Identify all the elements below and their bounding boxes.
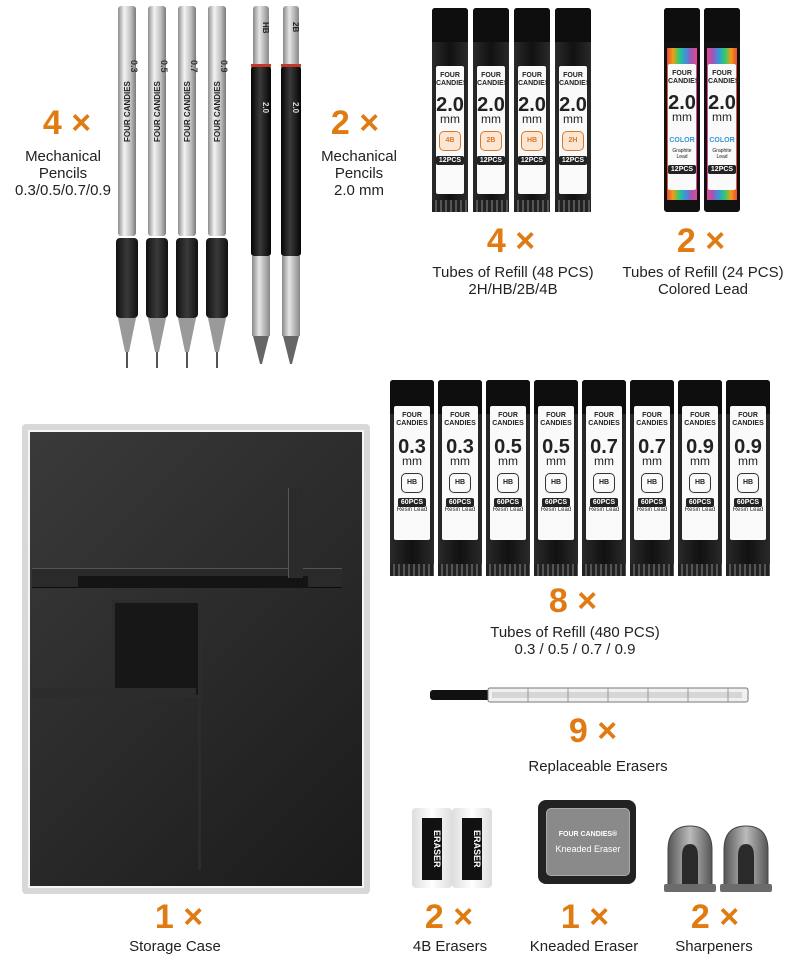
tube-size: 2.0 bbox=[559, 94, 587, 116]
tube-unit: mm bbox=[594, 454, 614, 468]
refill48-count: 4 × bbox=[486, 222, 536, 260]
tube-unit: mm bbox=[690, 454, 710, 468]
refill480-count: 8 × bbox=[548, 582, 598, 620]
tube-brand: FOUR bbox=[522, 72, 542, 79]
tube-grade-badge: 2B bbox=[480, 131, 502, 151]
tube-brand2: CANDIES bbox=[477, 80, 509, 87]
tube-unit: mm bbox=[672, 110, 692, 124]
tube-pcs: 60PCS bbox=[446, 498, 474, 507]
fine-tube-8 bbox=[726, 380, 770, 576]
tube-size: 2.0 bbox=[477, 94, 505, 116]
eraser-text: ERASER bbox=[472, 830, 482, 868]
tube-pcs: 60PCS bbox=[734, 498, 762, 507]
tube-brand2: CANDIES bbox=[668, 78, 700, 85]
mech-2mm-count: 2 × bbox=[330, 104, 380, 142]
fine-tube-4 bbox=[534, 380, 578, 576]
sharpeners-label: Sharpeners bbox=[675, 938, 753, 955]
pencil-brand-2: FOUR CANDIES bbox=[183, 81, 192, 142]
eraser-text: ERASER bbox=[432, 830, 442, 868]
case-small-slot bbox=[112, 600, 202, 698]
case-count: 1 × bbox=[154, 898, 204, 936]
refill24-count: 2 × bbox=[676, 222, 726, 260]
tube-size: 2.0 bbox=[518, 94, 546, 116]
tube-pcs: 60PCS bbox=[494, 498, 522, 507]
tube-lead-type: Resin Lead bbox=[588, 507, 620, 513]
tube-grade-badge: HB bbox=[545, 473, 567, 493]
tube-unit: mm bbox=[402, 454, 422, 468]
tube-brand2: CANDIES bbox=[518, 80, 550, 87]
silver-pencils-illustration bbox=[112, 2, 242, 372]
tube-lead-type: Graphite Lead bbox=[712, 148, 732, 160]
pencil-grade-a: HB bbox=[261, 22, 270, 34]
case-label: Storage Case bbox=[129, 938, 221, 955]
fine-tube-3 bbox=[486, 380, 530, 576]
tube-pcs: 12PCS bbox=[708, 165, 736, 174]
tube-pcs: 12PCS bbox=[477, 156, 505, 165]
tube-lead-type: Resin Lead bbox=[636, 507, 668, 513]
mech-2mm-label bbox=[300, 148, 418, 199]
tube-pcs: 60PCS bbox=[590, 498, 618, 507]
pencil-grade-b: 2B bbox=[291, 22, 300, 33]
tube-lead-type: Resin Lead bbox=[396, 507, 428, 513]
tube-brand: FOUR bbox=[563, 72, 583, 79]
kneaded-brand: FOUR CANDIES® bbox=[558, 831, 618, 838]
tube-size: 0.3 bbox=[446, 436, 474, 458]
tube-unit: mm bbox=[712, 110, 732, 124]
color-tubes-group bbox=[664, 8, 740, 212]
pencil-brand-1: FOUR CANDIES bbox=[153, 81, 162, 142]
tube-brand: FOUR bbox=[481, 72, 501, 79]
pencil-brand-0: FOUR CANDIES bbox=[123, 81, 132, 142]
tube-grade-badge: HB bbox=[737, 473, 759, 493]
refill48-label bbox=[418, 264, 608, 298]
tube-brand2: CANDIES bbox=[732, 420, 764, 427]
tube-lead-type: Resin Lead bbox=[732, 507, 764, 513]
tube-pcs: 12PCS bbox=[436, 156, 464, 165]
tube-brand: FOUR bbox=[440, 72, 460, 79]
kneaded-label: Kneaded Eraser bbox=[529, 938, 639, 955]
mech-pencils-label-line1: Mechanical bbox=[25, 148, 101, 165]
case-pillar bbox=[288, 488, 303, 578]
tube-brand2: CANDIES bbox=[492, 420, 524, 427]
tube-lead-type: Graphite Lead bbox=[672, 148, 692, 160]
fine-tube-1 bbox=[390, 380, 434, 576]
tube-brand: FOUR bbox=[690, 412, 710, 419]
tube-grade-badge: HB bbox=[689, 473, 711, 493]
tube-pcs: 60PCS bbox=[398, 498, 426, 507]
tube-brand: FOUR bbox=[738, 412, 758, 419]
case-horizontal-divider bbox=[32, 688, 196, 698]
pencil-2mm-a bbox=[251, 6, 271, 364]
kneaded-count: 1 × bbox=[560, 898, 610, 936]
refill480-label-line1: Tubes of Refill (480 PCS) bbox=[490, 624, 660, 641]
pencil-2mm-size-a: 2.0 bbox=[261, 102, 270, 114]
tube-size: 0.5 bbox=[494, 436, 522, 458]
tube-brand2: CANDIES bbox=[684, 420, 716, 427]
sharpeners-count: 2 × bbox=[690, 898, 740, 936]
tube-grade-badge: HB bbox=[497, 473, 519, 493]
tube-brand: FOUR bbox=[402, 412, 422, 419]
tube-lead-type: Resin Lead bbox=[540, 507, 572, 513]
graphite-tube-4b bbox=[432, 8, 468, 212]
tube-unit: mm bbox=[481, 112, 501, 126]
pencil-2mm-b bbox=[281, 6, 301, 364]
tube-size: 0.9 bbox=[686, 436, 714, 458]
black-pencils-illustration bbox=[246, 2, 308, 372]
tube-color-label: COLOR bbox=[669, 137, 695, 144]
tube-brand: FOUR bbox=[450, 412, 470, 419]
erasers-label: Replaceable Erasers bbox=[528, 758, 668, 775]
tube-brand2: CANDIES bbox=[444, 420, 476, 427]
refill480-label bbox=[470, 624, 680, 658]
pencil-size-label-1: 0.5 bbox=[159, 60, 169, 73]
tube-brand2: CANDIES bbox=[588, 420, 620, 427]
refill24-label bbox=[608, 264, 798, 298]
pencil-size-label-0: 0.3 bbox=[129, 60, 139, 73]
tube-brand: FOUR bbox=[594, 412, 614, 419]
tube-size: 0.7 bbox=[590, 436, 618, 458]
sharpener-a bbox=[664, 826, 716, 892]
color-tube-a bbox=[664, 8, 700, 212]
refill24-label-line2: Colored Lead bbox=[657, 281, 749, 298]
tube-color-label: COLOR bbox=[709, 137, 735, 144]
tube-unit: mm bbox=[498, 454, 518, 468]
graphite-tube-2h bbox=[555, 8, 591, 212]
tube-brand: FOUR bbox=[672, 70, 692, 77]
pencil-size-label-3: 0.9 bbox=[219, 60, 229, 73]
tube-lead-type: Resin Lead bbox=[492, 507, 524, 513]
tube-brand2: CANDIES bbox=[708, 78, 740, 85]
tube-pcs: 12PCS bbox=[518, 156, 546, 165]
tube-size: 0.3 bbox=[398, 436, 426, 458]
tube-brand2: CANDIES bbox=[636, 420, 668, 427]
tube-lead-type: Resin Lead bbox=[684, 507, 716, 513]
mech-2mm-label-line1: Mechanical bbox=[321, 148, 397, 165]
refill24-label-line1: Tubes of Refill (24 PCS) bbox=[622, 264, 784, 281]
tube-size: 0.9 bbox=[734, 436, 762, 458]
tube-unit: mm bbox=[450, 454, 470, 468]
tube-size: 0.5 bbox=[542, 436, 570, 458]
graphite-tubes-group bbox=[432, 8, 592, 212]
graphite-tube-hb bbox=[514, 8, 550, 212]
mech-2mm-label-line3: 2.0 mm bbox=[333, 182, 384, 199]
sharpeners-illustration bbox=[660, 820, 780, 894]
mech-pencils-label-line2: Pencils bbox=[38, 165, 88, 182]
tube-brand2: CANDIES bbox=[396, 420, 428, 427]
tube-unit: mm bbox=[563, 112, 583, 126]
tube-unit: mm bbox=[522, 112, 542, 126]
sharpener-b bbox=[720, 826, 772, 892]
kneaded-text: Kneaded Eraser bbox=[555, 844, 621, 854]
tube-grade-badge: 2H bbox=[562, 131, 584, 151]
fine-tube-6 bbox=[630, 380, 674, 576]
tube-size: 2.0 bbox=[668, 92, 696, 114]
storage-case bbox=[22, 424, 370, 894]
pencil-2mm-size-b: 2.0 bbox=[291, 102, 300, 114]
fine-tube-2 bbox=[438, 380, 482, 576]
tube-grade-badge: 4B bbox=[439, 131, 461, 151]
tube-brand2: CANDIES bbox=[540, 420, 572, 427]
tube-size: 2.0 bbox=[708, 92, 736, 114]
tube-brand: FOUR bbox=[498, 412, 518, 419]
tube-size: 0.7 bbox=[638, 436, 666, 458]
case-vertical-divider bbox=[198, 600, 201, 870]
refill48-label-line2: 2H/HB/2B/4B bbox=[468, 281, 558, 298]
mech-2mm-label-line2: Pencils bbox=[334, 165, 384, 182]
eraser-4b-a bbox=[412, 808, 452, 888]
graphite-tube-2b bbox=[473, 8, 509, 212]
pencil-brand-3: FOUR CANDIES bbox=[213, 81, 222, 142]
tube-size: 2.0 bbox=[436, 94, 464, 116]
tube-brand: FOUR bbox=[642, 412, 662, 419]
tube-unit: mm bbox=[440, 112, 460, 126]
tube-brand2: CANDIES bbox=[559, 80, 591, 87]
mech-pencils-count: 4 × bbox=[42, 104, 92, 142]
tube-grade-badge: HB bbox=[401, 473, 423, 493]
fine-tubes-group bbox=[390, 380, 790, 576]
tube-grade-badge: HB bbox=[521, 131, 543, 151]
tube-grade-badge: HB bbox=[449, 473, 471, 493]
tube-grade-badge: HB bbox=[593, 473, 615, 493]
refill480-label-line2: 0.3 / 0.5 / 0.7 / 0.9 bbox=[514, 641, 636, 658]
mech-pencils-label-line3: 0.3/0.5/0.7/0.9 bbox=[15, 182, 111, 199]
kneaded-eraser bbox=[538, 800, 636, 884]
eraser-4b-b bbox=[452, 808, 492, 888]
fine-tube-7 bbox=[678, 380, 722, 576]
fine-tube-5 bbox=[582, 380, 626, 576]
tube-lead-type: Resin Lead bbox=[444, 507, 476, 513]
tube-brand: FOUR bbox=[712, 70, 732, 77]
case-slot bbox=[78, 576, 308, 588]
tube-unit: mm bbox=[738, 454, 758, 468]
tube-pcs: 60PCS bbox=[686, 498, 714, 507]
tube-pcs: 12PCS bbox=[559, 156, 587, 165]
tube-pcs: 60PCS bbox=[638, 498, 666, 507]
mech-pencils-label bbox=[4, 148, 122, 199]
erasers-count: 9 × bbox=[568, 712, 618, 750]
refill48-label-line1: Tubes of Refill (48 PCS) bbox=[432, 264, 594, 281]
tube-unit: mm bbox=[546, 454, 566, 468]
eraser4b-label: 4B Erasers bbox=[412, 938, 488, 955]
pencil-size-label-2: 0.7 bbox=[189, 60, 199, 73]
eraser-refill-tube-illustration bbox=[428, 684, 752, 706]
tube-grade-badge: HB bbox=[641, 473, 663, 493]
tube-pcs: 12PCS bbox=[668, 165, 696, 174]
tube-pcs: 60PCS bbox=[542, 498, 570, 507]
tube-brand: FOUR bbox=[546, 412, 566, 419]
tube-unit: mm bbox=[642, 454, 662, 468]
tube-brand2: CANDIES bbox=[436, 80, 468, 87]
eraser4b-count: 2 × bbox=[424, 898, 474, 936]
color-tube-b bbox=[704, 8, 740, 212]
